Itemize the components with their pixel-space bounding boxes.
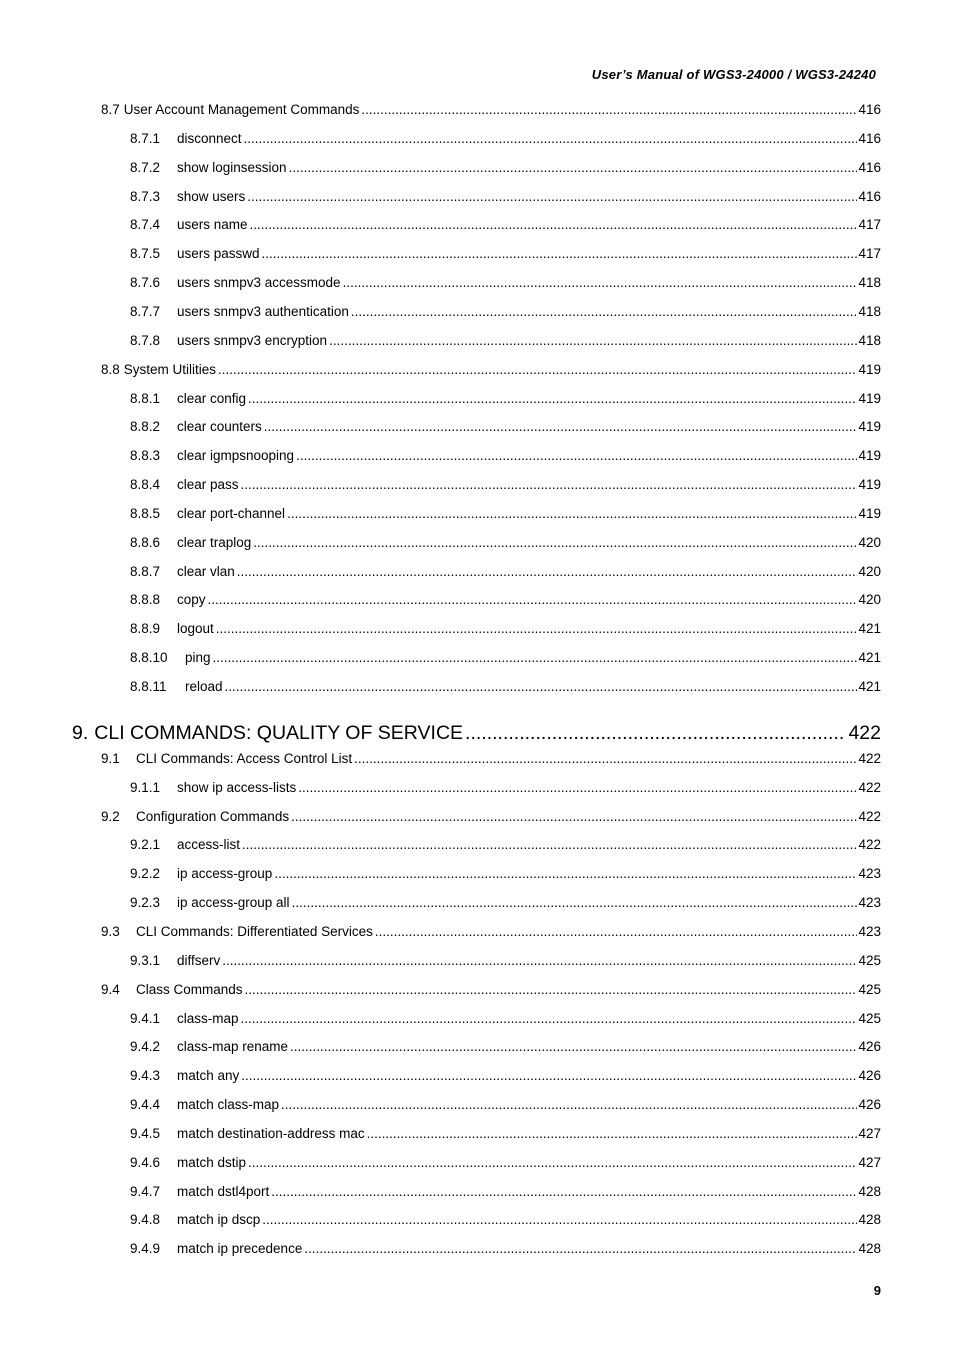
toc-section-entry[interactable] bbox=[0, 982, 954, 1004]
toc-subsection-entry[interactable] bbox=[0, 217, 954, 239]
toc-entry-number: 9.4.4 bbox=[130, 1097, 161, 1113]
toc-entry-title: ip access-group all bbox=[177, 895, 290, 911]
toc-entry-line bbox=[130, 1184, 881, 1199]
toc-subsection-entry[interactable] bbox=[0, 564, 954, 586]
toc-subsection-entry[interactable] bbox=[0, 131, 954, 153]
toc-entry-title: ip access-group bbox=[177, 866, 273, 882]
toc-entry-page: 419 bbox=[858, 419, 881, 435]
toc-entry-title: match destination-address mac bbox=[177, 1125, 365, 1141]
toc-subsection-entry[interactable] bbox=[0, 535, 954, 557]
toc-dot-leader bbox=[245, 982, 858, 997]
toc-entry-line bbox=[130, 1212, 881, 1227]
toc-entry-number: 8.7.8 bbox=[130, 332, 161, 348]
toc-section-entry[interactable] bbox=[0, 102, 954, 124]
toc-entry-page: 422 bbox=[858, 750, 881, 766]
toc-dot-leader bbox=[274, 866, 857, 881]
toc-dot-leader bbox=[244, 131, 858, 146]
toc-entry-line bbox=[130, 535, 881, 550]
toc-entry-page: 416 bbox=[858, 130, 881, 146]
toc-subsection-entry[interactable] bbox=[0, 1155, 954, 1177]
toc-entry-number: 8.8.10 bbox=[130, 650, 168, 666]
toc-entry-line bbox=[101, 102, 881, 117]
toc-dot-leader bbox=[241, 1068, 857, 1083]
toc-dot-leader bbox=[216, 621, 858, 636]
toc-entry-number: 9.4.5 bbox=[130, 1125, 161, 1141]
toc-subsection-entry[interactable] bbox=[0, 304, 954, 326]
toc-dot-leader bbox=[262, 246, 858, 261]
toc-entry-number: 8.7.5 bbox=[130, 246, 161, 262]
toc-entry-title: users passwd bbox=[177, 246, 260, 262]
toc-entry-title: show loginsession bbox=[177, 159, 287, 175]
toc-dot-leader bbox=[304, 1241, 857, 1256]
toc-entry-page: 423 bbox=[858, 923, 881, 939]
toc-entry-line bbox=[130, 160, 881, 175]
toc-entry-page: 426 bbox=[858, 1097, 881, 1113]
toc-dot-leader bbox=[213, 650, 858, 665]
toc-entry-line bbox=[130, 275, 881, 290]
toc-entry-number: 8.7 bbox=[101, 102, 120, 117]
toc-entry-page: 418 bbox=[858, 332, 881, 348]
toc-dot-leader bbox=[241, 477, 858, 492]
toc-entry-number: 9.4.1 bbox=[130, 1010, 161, 1026]
toc-entry-title: logout bbox=[177, 621, 214, 637]
toc-dot-leader bbox=[343, 275, 858, 290]
toc-subsection-entry[interactable] bbox=[0, 1184, 954, 1206]
toc-entry-page: 420 bbox=[858, 563, 881, 579]
toc-entry-title: users snmpv3 accessmode bbox=[177, 275, 341, 291]
toc-entry-page: 426 bbox=[858, 1039, 881, 1055]
toc-entry-title: show users bbox=[177, 188, 246, 204]
toc-entry-title: match ip dscp bbox=[177, 1212, 261, 1228]
toc-dot-leader bbox=[253, 535, 857, 550]
toc-subsection-entry[interactable] bbox=[0, 592, 954, 614]
toc-dot-leader bbox=[298, 780, 857, 795]
toc-entry-number: 9.2.1 bbox=[130, 837, 161, 853]
toc-subsection-entry[interactable] bbox=[0, 650, 954, 672]
toc-dot-leader bbox=[351, 304, 858, 319]
toc-section-entry[interactable] bbox=[0, 751, 954, 773]
toc-entry-line bbox=[130, 1039, 881, 1054]
toc-entry-number: 8.8.1 bbox=[130, 390, 161, 406]
toc-entry-line bbox=[101, 809, 881, 824]
toc-dot-leader bbox=[264, 419, 858, 434]
toc-entry-title: access-list bbox=[177, 837, 241, 853]
toc-entry-line bbox=[130, 217, 881, 232]
toc-entry-title: CLI Commands: Differentiated Services bbox=[136, 923, 373, 939]
toc-dot-leader bbox=[262, 1212, 857, 1227]
toc-entry-number: 8.7.1 bbox=[130, 130, 161, 146]
toc-entry-page: 416 bbox=[858, 188, 881, 204]
toc-subsection-entry[interactable] bbox=[0, 1068, 954, 1090]
toc-entry-page: 426 bbox=[858, 1068, 881, 1084]
toc-subsection-entry[interactable] bbox=[0, 189, 954, 211]
toc-entry-number: 9.4.9 bbox=[130, 1241, 161, 1257]
toc-entry-line bbox=[130, 650, 881, 665]
toc-entry-line bbox=[130, 131, 881, 146]
toc-dot-leader bbox=[241, 1011, 858, 1026]
toc-entry-line bbox=[72, 722, 881, 745]
toc-entry-title: clear port-channel bbox=[177, 505, 286, 521]
toc-dot-leader bbox=[281, 1097, 857, 1112]
toc-entry-page: 417 bbox=[858, 246, 881, 262]
toc-entry-title: clear traplog bbox=[177, 534, 252, 550]
toc-dot-leader bbox=[354, 751, 857, 766]
toc-entry-title: System Utilities bbox=[123, 361, 217, 377]
toc-entry-number: 8.8.8 bbox=[130, 592, 161, 608]
toc-entry-line bbox=[130, 895, 881, 910]
toc-entry-title: match ip precedence bbox=[177, 1241, 303, 1257]
toc-dot-leader bbox=[289, 160, 858, 175]
toc-entry-line bbox=[130, 419, 881, 434]
toc-entry-title: Configuration Commands bbox=[136, 808, 290, 824]
toc-entry-number: 9.4.3 bbox=[130, 1068, 161, 1084]
toc-entry-title: show ip access-lists bbox=[177, 779, 297, 795]
toc-subsection-entry[interactable] bbox=[0, 866, 954, 888]
toc-entry-page: 419 bbox=[858, 477, 881, 493]
toc-entry-line bbox=[130, 506, 881, 521]
toc-entry-number: 9.3.1 bbox=[130, 952, 161, 968]
toc-entry-page: 416 bbox=[858, 159, 881, 175]
toc-dot-leader bbox=[250, 217, 858, 232]
toc-dot-leader bbox=[271, 1184, 857, 1199]
toc-entry-line bbox=[130, 1241, 881, 1256]
toc-entry-number: 9.4.6 bbox=[130, 1154, 161, 1170]
toc-entry-page: 425 bbox=[858, 981, 881, 997]
toc-entry-number: 8.8.6 bbox=[130, 534, 161, 550]
toc-entry-title: CLI Commands: Access Control List bbox=[136, 750, 353, 766]
toc-entry-page: 420 bbox=[858, 534, 881, 550]
toc-entry-title: clear igmpsnooping bbox=[177, 448, 295, 464]
toc-entry-page: 425 bbox=[858, 952, 881, 968]
toc-entry-title: User Account Management Commands bbox=[123, 102, 360, 117]
toc-entry-number: 8.7.3 bbox=[130, 188, 161, 204]
toc-entry-title: copy bbox=[177, 592, 206, 608]
toc-entry-page: 422 bbox=[858, 837, 881, 853]
toc-entry-number: 8.8.3 bbox=[130, 448, 161, 464]
toc-entry-page: 422 bbox=[858, 808, 881, 824]
toc-entry-page: 419 bbox=[858, 361, 881, 377]
toc-entry-number: 8.8.5 bbox=[130, 505, 161, 521]
toc-entry-number: 8.8 bbox=[101, 361, 120, 377]
toc-dot-leader bbox=[218, 362, 857, 377]
toc-entry-line bbox=[130, 448, 881, 463]
toc-entry-page: 428 bbox=[858, 1212, 881, 1228]
toc-entry-page: 421 bbox=[858, 650, 881, 666]
toc-subsection-entry[interactable] bbox=[0, 621, 954, 643]
toc-entry-page: 418 bbox=[858, 275, 881, 291]
toc-entry-line bbox=[130, 304, 881, 319]
toc-entry-number: 9. bbox=[72, 721, 89, 744]
toc-dot-leader bbox=[290, 1039, 857, 1054]
toc-dot-leader bbox=[361, 102, 857, 117]
toc-entry-number: 9.2 bbox=[101, 808, 120, 824]
toc-subsection-entry[interactable] bbox=[0, 953, 954, 975]
toc-entry-number: 8.7.4 bbox=[130, 217, 161, 233]
toc-entry-line bbox=[130, 837, 881, 852]
toc-subsection-entry[interactable] bbox=[0, 1039, 954, 1061]
toc-entry-line bbox=[130, 866, 881, 881]
toc-entry-page: 423 bbox=[858, 895, 881, 911]
toc-subsection-entry[interactable] bbox=[0, 1126, 954, 1148]
toc-entry-number: 9.4.7 bbox=[130, 1183, 161, 1199]
toc-dot-leader bbox=[242, 837, 857, 852]
toc-entry-page: 420 bbox=[858, 592, 881, 608]
toc-subsection-entry[interactable] bbox=[0, 448, 954, 470]
toc-subsection-entry[interactable] bbox=[0, 895, 954, 917]
toc-entry-line bbox=[130, 592, 881, 607]
toc-entry-number: 9.2.3 bbox=[130, 895, 161, 911]
toc-section-entry[interactable] bbox=[0, 924, 954, 946]
toc-entry-line bbox=[130, 1011, 881, 1026]
toc-dot-leader bbox=[225, 679, 858, 694]
toc-subsection-entry[interactable] bbox=[0, 1011, 954, 1033]
toc-entry-title: match any bbox=[177, 1068, 240, 1084]
toc-entry-number: 9.4.8 bbox=[130, 1212, 161, 1228]
toc-entry-page: 428 bbox=[858, 1241, 881, 1257]
toc-dot-leader bbox=[247, 189, 857, 204]
toc-entry-line bbox=[130, 1126, 881, 1141]
toc-entry-line bbox=[130, 679, 881, 694]
toc-subsection-entry[interactable] bbox=[0, 679, 954, 701]
toc-dot-leader bbox=[329, 333, 857, 348]
toc-entry-title: users snmpv3 encryption bbox=[177, 332, 328, 348]
toc-subsection-entry[interactable] bbox=[0, 506, 954, 528]
running-header: User’s Manual of WGS3-24000 / WGS3-24240 bbox=[591, 67, 876, 82]
toc-entry-line bbox=[130, 564, 881, 579]
toc-entry-title: users snmpv3 authentication bbox=[177, 303, 349, 319]
toc-subsection-entry[interactable] bbox=[0, 419, 954, 441]
toc-dot-leader bbox=[291, 809, 857, 824]
toc-entry-title: class-map rename bbox=[177, 1039, 289, 1055]
toc-subsection-entry[interactable] bbox=[0, 1097, 954, 1119]
toc-entry-title: class-map bbox=[177, 1010, 239, 1026]
toc-subsection-entry[interactable] bbox=[0, 1241, 954, 1263]
toc-entry-page: 416 bbox=[858, 102, 881, 117]
toc-dot-leader bbox=[208, 592, 858, 607]
toc-entry-title: clear counters bbox=[177, 419, 262, 435]
toc-entry-page: 417 bbox=[858, 217, 881, 233]
toc-entry-title: ping bbox=[185, 650, 211, 666]
toc-dot-leader bbox=[292, 895, 858, 910]
toc-entry-number: 8.8.9 bbox=[130, 621, 161, 637]
toc-entry-number: 9.1.1 bbox=[130, 779, 161, 795]
toc-subsection-entry[interactable] bbox=[0, 1212, 954, 1234]
toc-entry-title: disconnect bbox=[177, 130, 242, 146]
toc-subsection-entry[interactable] bbox=[0, 333, 954, 355]
toc-entry-line bbox=[130, 391, 881, 406]
toc-entry-line bbox=[130, 333, 881, 348]
toc-subsection-entry[interactable] bbox=[0, 780, 954, 802]
toc-entry-page: 421 bbox=[858, 679, 881, 694]
toc-dot-leader bbox=[248, 1155, 857, 1170]
toc-entry-number: 9.4.2 bbox=[130, 1039, 161, 1055]
toc-entry-number: 8.7.6 bbox=[130, 275, 161, 291]
toc-entry-page: 427 bbox=[858, 1154, 881, 1170]
toc-entry-line bbox=[130, 780, 881, 795]
toc-entry-title: match dstl4port bbox=[177, 1183, 270, 1199]
toc-entry-title: Class Commands bbox=[136, 981, 243, 997]
toc-section-entry[interactable] bbox=[0, 809, 954, 831]
toc-entry-page: 419 bbox=[858, 448, 881, 464]
toc-entry-page: 422 bbox=[848, 721, 881, 744]
toc-dot-leader bbox=[248, 391, 857, 406]
toc-entry-line bbox=[130, 953, 881, 968]
toc-entry-number: 8.8.4 bbox=[130, 477, 161, 493]
toc-entry-line bbox=[130, 1155, 881, 1170]
page-number: 9 bbox=[873, 1283, 881, 1298]
toc-entry-title: clear vlan bbox=[177, 563, 235, 579]
toc-entry-title: reload bbox=[185, 679, 223, 694]
toc-entry-title: CLI COMMANDS: QUALITY OF SERVICE bbox=[94, 721, 464, 744]
toc-subsection-entry[interactable] bbox=[0, 275, 954, 297]
toc-subsection-entry[interactable] bbox=[0, 391, 954, 413]
toc-entry-line bbox=[101, 751, 881, 766]
toc-subsection-entry[interactable] bbox=[0, 837, 954, 859]
toc-entry-line bbox=[101, 982, 881, 997]
toc-entry-page: 419 bbox=[858, 390, 881, 406]
toc-dot-leader bbox=[222, 953, 857, 968]
toc-dot-leader bbox=[287, 506, 857, 521]
toc-subsection-entry[interactable] bbox=[0, 246, 954, 268]
toc-entry-page: 425 bbox=[858, 1010, 881, 1026]
toc-dot-leader bbox=[296, 448, 857, 463]
toc-chapter-entry[interactable] bbox=[0, 722, 954, 750]
toc-entry-title: match class-map bbox=[177, 1097, 280, 1113]
toc-entry-title: diffserv bbox=[177, 952, 221, 968]
toc-entry-title: clear pass bbox=[177, 477, 239, 493]
toc-entry-page: 419 bbox=[858, 505, 881, 521]
toc-dot-leader bbox=[465, 722, 844, 745]
toc-entry-line bbox=[130, 1097, 881, 1112]
toc-entry-line bbox=[130, 1068, 881, 1083]
toc-entry-title: users name bbox=[177, 217, 248, 233]
toc-entry-title: match dstip bbox=[177, 1154, 247, 1170]
toc-dot-leader bbox=[367, 1126, 858, 1141]
toc-entry-page: 418 bbox=[858, 303, 881, 319]
toc-section-entry[interactable] bbox=[0, 362, 954, 384]
toc-entry-line bbox=[101, 362, 881, 377]
toc-entry-number: 8.7.7 bbox=[130, 303, 161, 319]
toc-entry-line bbox=[130, 189, 881, 204]
toc-entry-page: 422 bbox=[858, 779, 881, 795]
toc-subsection-entry[interactable] bbox=[0, 160, 954, 182]
toc-entry-number: 9.3 bbox=[101, 923, 120, 939]
toc-entry-number: 8.8.2 bbox=[130, 419, 161, 435]
toc-entry-number: 9.1 bbox=[101, 750, 120, 766]
toc-dot-leader bbox=[237, 564, 858, 579]
toc-entry-page: 428 bbox=[858, 1183, 881, 1199]
toc-dot-leader bbox=[375, 924, 858, 939]
toc-entry-number: 9.4 bbox=[101, 981, 120, 997]
toc-entry-line bbox=[130, 621, 881, 636]
toc-entry-page: 423 bbox=[858, 866, 881, 882]
toc-entry-line bbox=[130, 477, 881, 492]
toc-entry-line bbox=[101, 924, 881, 939]
toc-entry-number: 8.8.11 bbox=[130, 679, 167, 694]
toc-entry-number: 8.8.7 bbox=[130, 563, 161, 579]
toc-entry-page: 421 bbox=[858, 621, 881, 637]
toc-subsection-entry[interactable] bbox=[0, 477, 954, 499]
toc-entry-number: 9.2.2 bbox=[130, 866, 161, 882]
toc-entry-number: 8.7.2 bbox=[130, 159, 161, 175]
toc-entry-title: clear config bbox=[177, 390, 247, 406]
toc-entry-line bbox=[130, 246, 881, 261]
toc-entry-page: 427 bbox=[858, 1125, 881, 1141]
